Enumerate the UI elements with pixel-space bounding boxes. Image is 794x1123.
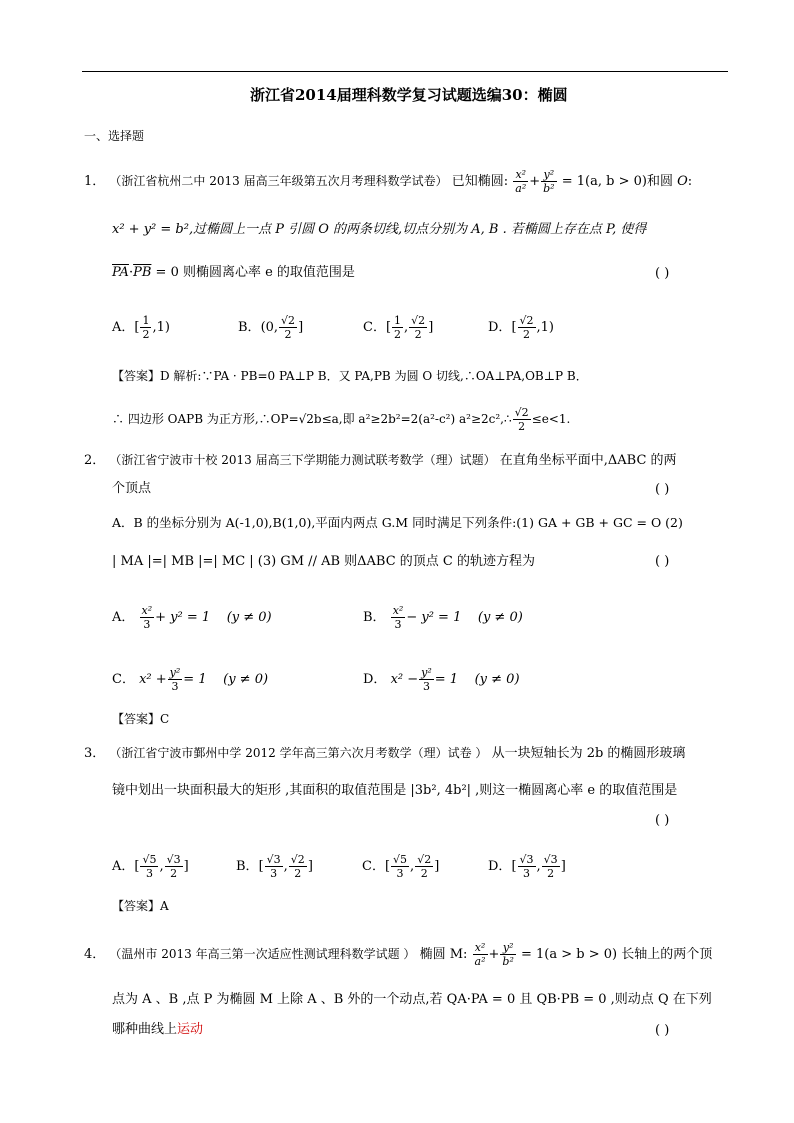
- question-2-option-b: B． $\frac{\text{x²}}{3}$ − y² = 1 (y ≠ 0): [363, 604, 523, 631]
- question-stem: = 1(a, b > 0)和圆: [561, 174, 673, 189]
- question-stem: 在直角坐标平面中,ΔABC 的两: [499, 453, 677, 468]
- question-1-answer-line-2: ∴ 四边形 OAPB 为正方形,∴OP=√2b≤a,即 a²≥2b²=2(a²-c²) a²≥2c²,∴ $\frac{√2}{2}$ ≤e<1.: [112, 406, 571, 433]
- question-stem: 从一块短轴长为 2b 的椭圆形玻璃: [491, 746, 686, 761]
- question-1-line-1: 1． （浙江省杭州二中 2013 届高三年级第五次月考理科数学试卷） 已知椭圆: $\frac{\text{x²}}{\text{a²}}$ + $\frac{\text{y²}}{\text{b²}}$ = 1(a, b > 0)和圆 O:: [84, 168, 693, 195]
- question-1-option-d: D．[ $\frac{√2}{2}$ ,1): [488, 314, 555, 341]
- condition: (y ≠ 0): [223, 672, 269, 687]
- question-1-option-c: C．[ $\frac{1}{2}$ , $\frac{√2}{2}$ ]: [363, 314, 434, 341]
- answer-paren: ( ): [655, 482, 670, 497]
- header-rule: [82, 71, 728, 72]
- question-2-line-4: | MA |=| MB |=| MC | (3) GM // AB 则ΔABC 的顶点 C 的轨迹方程为: [112, 554, 536, 569]
- fraction-y2-b2: $\frac{\text{y²}}{\text{b²}}$: [543, 168, 555, 195]
- option-c-label: C．: [363, 320, 386, 335]
- question-stem: = 1(a > b > 0) 长轴上的两个顶: [521, 947, 713, 962]
- option-d-label: D．: [488, 320, 512, 335]
- question-3-option-c: C．[ $\frac{√5}{3}$ , $\frac{√2}{2}$ ]: [362, 853, 440, 880]
- option-a-label: A．: [112, 320, 135, 335]
- option-a-label: A．: [112, 610, 135, 625]
- answer-paren: ( ): [655, 554, 670, 569]
- question-1-line-2: x² + y² = b²,过椭圆上一点 P 引圆 O 的两条切线,切点分别为 A, B . 若椭圆上存在点 P, 使得: [112, 222, 647, 237]
- question-source: （浙江省宁波市鄞州中学 2012 学年高三第六次月考数学（理）试卷 ）: [109, 746, 488, 760]
- question-2-option-d: D． x² − $\frac{\text{y²}}{3}$ = 1 (y ≠ 0): [363, 666, 520, 693]
- answer-text-end: ≤e<1.: [531, 412, 571, 426]
- condition: (y ≠ 0): [226, 610, 272, 625]
- question-number: 1．: [84, 174, 106, 189]
- fraction-x2-a2: $\frac{\text{x²}}{\text{a²}}$: [515, 168, 527, 195]
- question-2-option-a: A． $\frac{\text{x²}}{3}$ + y² = 1 (y ≠ 0): [112, 604, 272, 631]
- question-4-line-1: 4． （温州市 2013 年高三第一次适应性测试理科数学试题 ） 椭圆 M: $\frac{\text{x²}}{\text{a²}}$ + $\frac{\text{y²}}{\text{b²}}$ = 1(a > b > 0) 长轴上的两个顶: [84, 941, 713, 968]
- option-b-label: B．: [236, 859, 259, 874]
- question-3-answer: 【答案】A: [112, 899, 169, 913]
- question-stem: 已知椭圆:: [451, 174, 509, 189]
- question-1-line-3: $\overline{PA}\cdot\overline{PB} = 0$ 则椭圆离心率 e 的取值范围是: [112, 265, 355, 280]
- condition: (y ≠ 0): [474, 672, 520, 687]
- answer-text: ∴ 四边形 OAPB 为正方形,∴OP=√2b≤a,即 a²≥2b²=2(a²-c²) a²≥2c²,∴: [112, 412, 512, 426]
- answer-paren: ( ): [655, 813, 670, 828]
- question-source: （浙江省宁波市十校 2013 届高三下学期能力测试联考数学（理）试题）: [109, 453, 496, 467]
- question-2-line-1: [84, 451, 677, 470]
- option-b-label: B．: [238, 320, 261, 335]
- question-stem: = 0 则椭圆离心率 e 的取值范围是: [155, 265, 355, 280]
- question-2-option-c: C． x² + $\frac{\text{y²}}{3}$ = 1 (y ≠ 0): [112, 666, 269, 693]
- page-title: 浙江省2014届理科数学复习试题选编30：椭圆: [250, 86, 568, 104]
- question-source: （温州市 2013 年高三第一次适应性测试理科数学试题 ）: [109, 947, 416, 961]
- question-source: （浙江省杭州二中 2013 届高三年级第五次月考理科数学试卷）: [109, 174, 448, 188]
- question-3-option-a: A．[ $\frac{√5}{3}$ , $\frac{√3}{2}$ ]: [112, 853, 189, 880]
- condition: (y ≠ 0): [477, 610, 523, 625]
- question-2-line-3: A．B 的坐标分别为 A(-1,0),B(1,0),平面内两点 G.M 同时满足下列条件:(1) GA + GB + GC = O (2): [112, 515, 683, 530]
- question-3-line-1: [84, 744, 685, 763]
- question-number: 3．: [84, 746, 106, 761]
- question-stem: 椭圆 M:: [419, 947, 468, 962]
- option-b-label: B．: [363, 610, 386, 625]
- question-3-option-d: D．[ $\frac{√3}{3}$ , $\frac{√3}{2}$ ]: [488, 853, 566, 880]
- answer-paren: ( ): [655, 1023, 670, 1038]
- option-c-label: C．: [362, 859, 385, 874]
- question-2-answer: 【答案】C: [112, 712, 170, 726]
- question-3-line-2: 镜中划出一块面积最大的矩形 ,其面积的取值范围是 |3b², 4b²| ,则这一椭圆离心率 e 的取值范围是: [112, 783, 678, 798]
- question-3-option-b: B．[ $\frac{√3}{3}$ , $\frac{√2}{2}$ ]: [236, 853, 313, 880]
- question-1-answer-line-1: 【答案】D 解析:∵PA · PB=0 PA⊥P B．又 PA,PB 为圆 O 切线,∴OA⊥PA,OB⊥P B．: [112, 369, 588, 383]
- answer-paren: ( ): [655, 266, 670, 281]
- question-4-line-3: [112, 1021, 203, 1039]
- question-number: 4．: [84, 947, 106, 962]
- option-a-label: A．: [112, 859, 135, 874]
- question-1-option-b: B．(0, $\frac{√2}{2}$ ]: [238, 314, 304, 341]
- section-heading: 一、选择题: [84, 129, 145, 143]
- highlighted-text: 运动: [177, 1022, 204, 1037]
- option-d-label: D．: [488, 859, 512, 874]
- question-1-options: A．[ $\frac{1}{2}$ ,1): [112, 314, 170, 341]
- question-2-line-2: 个顶点: [112, 481, 152, 496]
- question-4-line-2: 点为 A 、B ,点 P 为椭圆 M 上除 A 、B 外的一个动点,若 QA·PA = 0 且 QB·PB = 0 ,则动点 Q 在下列: [112, 992, 712, 1007]
- question-number: 2．: [84, 453, 106, 468]
- option-c-label: C．: [112, 672, 135, 687]
- question-stem: 哪种曲线上: [112, 1022, 178, 1037]
- option-d-label: D．: [363, 672, 387, 687]
